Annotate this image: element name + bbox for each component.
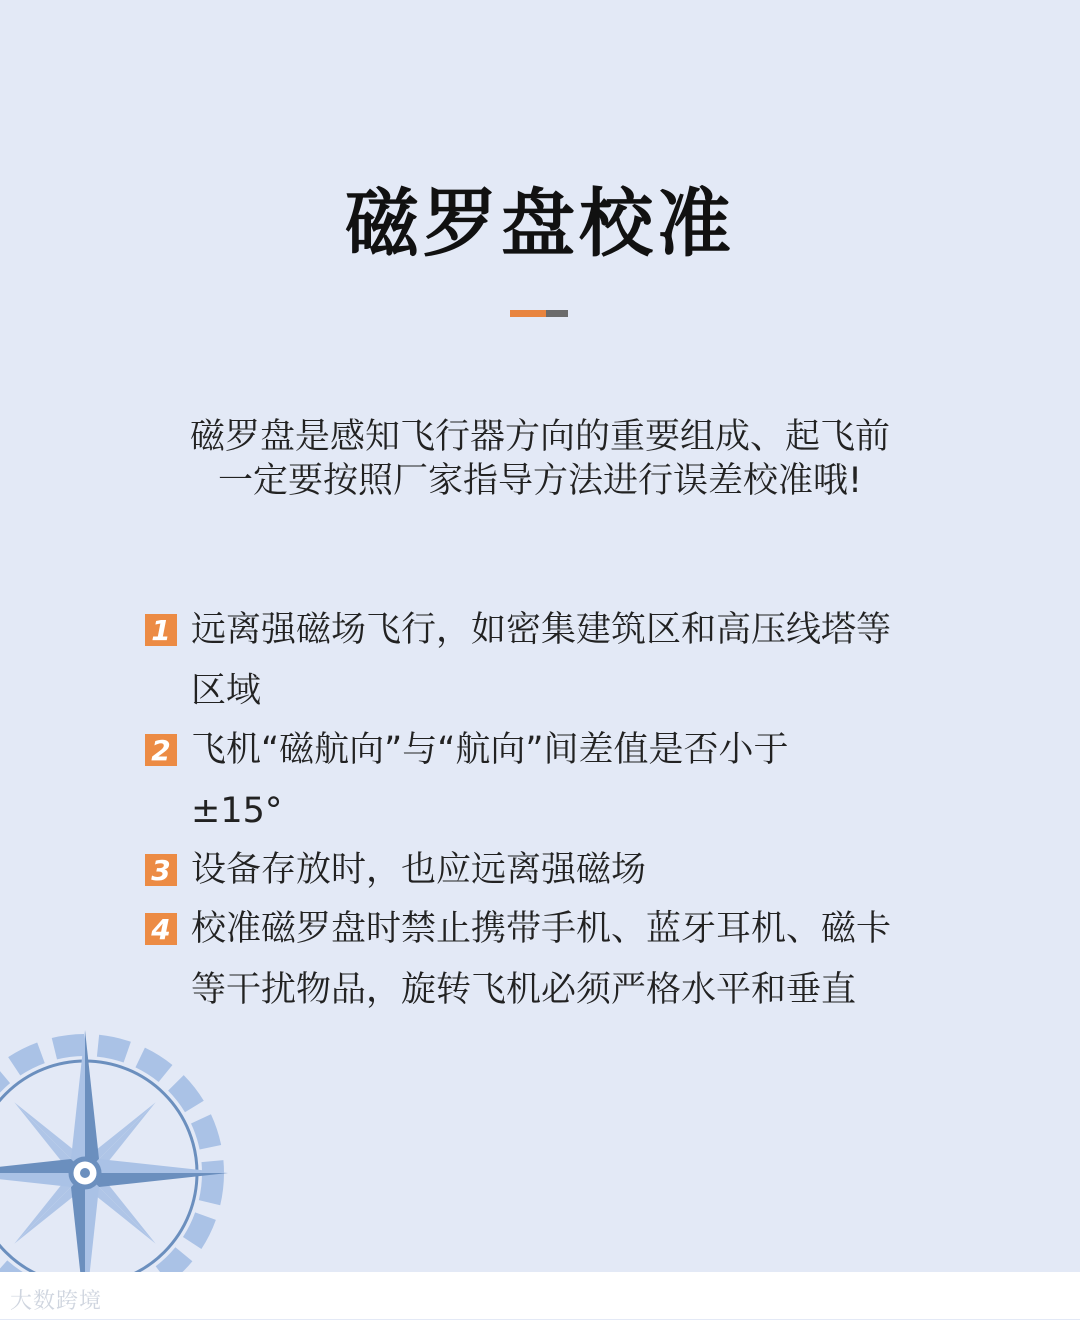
- intro-line: 磁罗盘是感知飞行器方向的重要组成、起飞前: [189, 417, 890, 457]
- tip-text-line: 飞机“磁航向”与“航向”间差值是否小于: [191, 730, 789, 770]
- watermark: 大数跨境: [10, 1289, 103, 1314]
- bottom-band: [0, 1272, 1080, 1319]
- page-title: 磁罗盘校准: [345, 181, 735, 267]
- title-divider: [510, 310, 568, 317]
- intro-paragraph: [140, 415, 940, 503]
- tip-item-3: [145, 840, 925, 901]
- tip-text-line: 校准磁罗盘时禁止携带手机、蓝牙耳机、磁卡: [191, 909, 892, 949]
- number-badge-2-icon: 2: [145, 734, 177, 766]
- tip-item-1: [145, 600, 925, 722]
- number-badge-3-icon: 3: [145, 854, 177, 886]
- tips-list: [145, 600, 925, 1019]
- intro-line: 一定要按照厂家指导方法进行误差校准哦!: [217, 461, 863, 501]
- tip-item-4: [145, 899, 925, 1021]
- divider-gray-segment: [546, 310, 568, 317]
- number-badge-4-icon: 4: [145, 913, 177, 945]
- tip-text-line: 设备存放时，也应远离强磁场: [191, 850, 647, 890]
- tip-text-line: ±15°: [191, 791, 283, 831]
- number-badge-1-icon: 1: [145, 614, 177, 646]
- tip-text-line: 等干扰物品，旋转飞机必须严格水平和垂直: [191, 970, 857, 1010]
- tip-text-line: 远离强磁场飞行，如密集建筑区和高压线塔等: [191, 610, 892, 650]
- tip-item-2: [145, 720, 925, 842]
- divider-orange-segment: [510, 310, 546, 317]
- tip-text-line: 区域: [191, 671, 262, 711]
